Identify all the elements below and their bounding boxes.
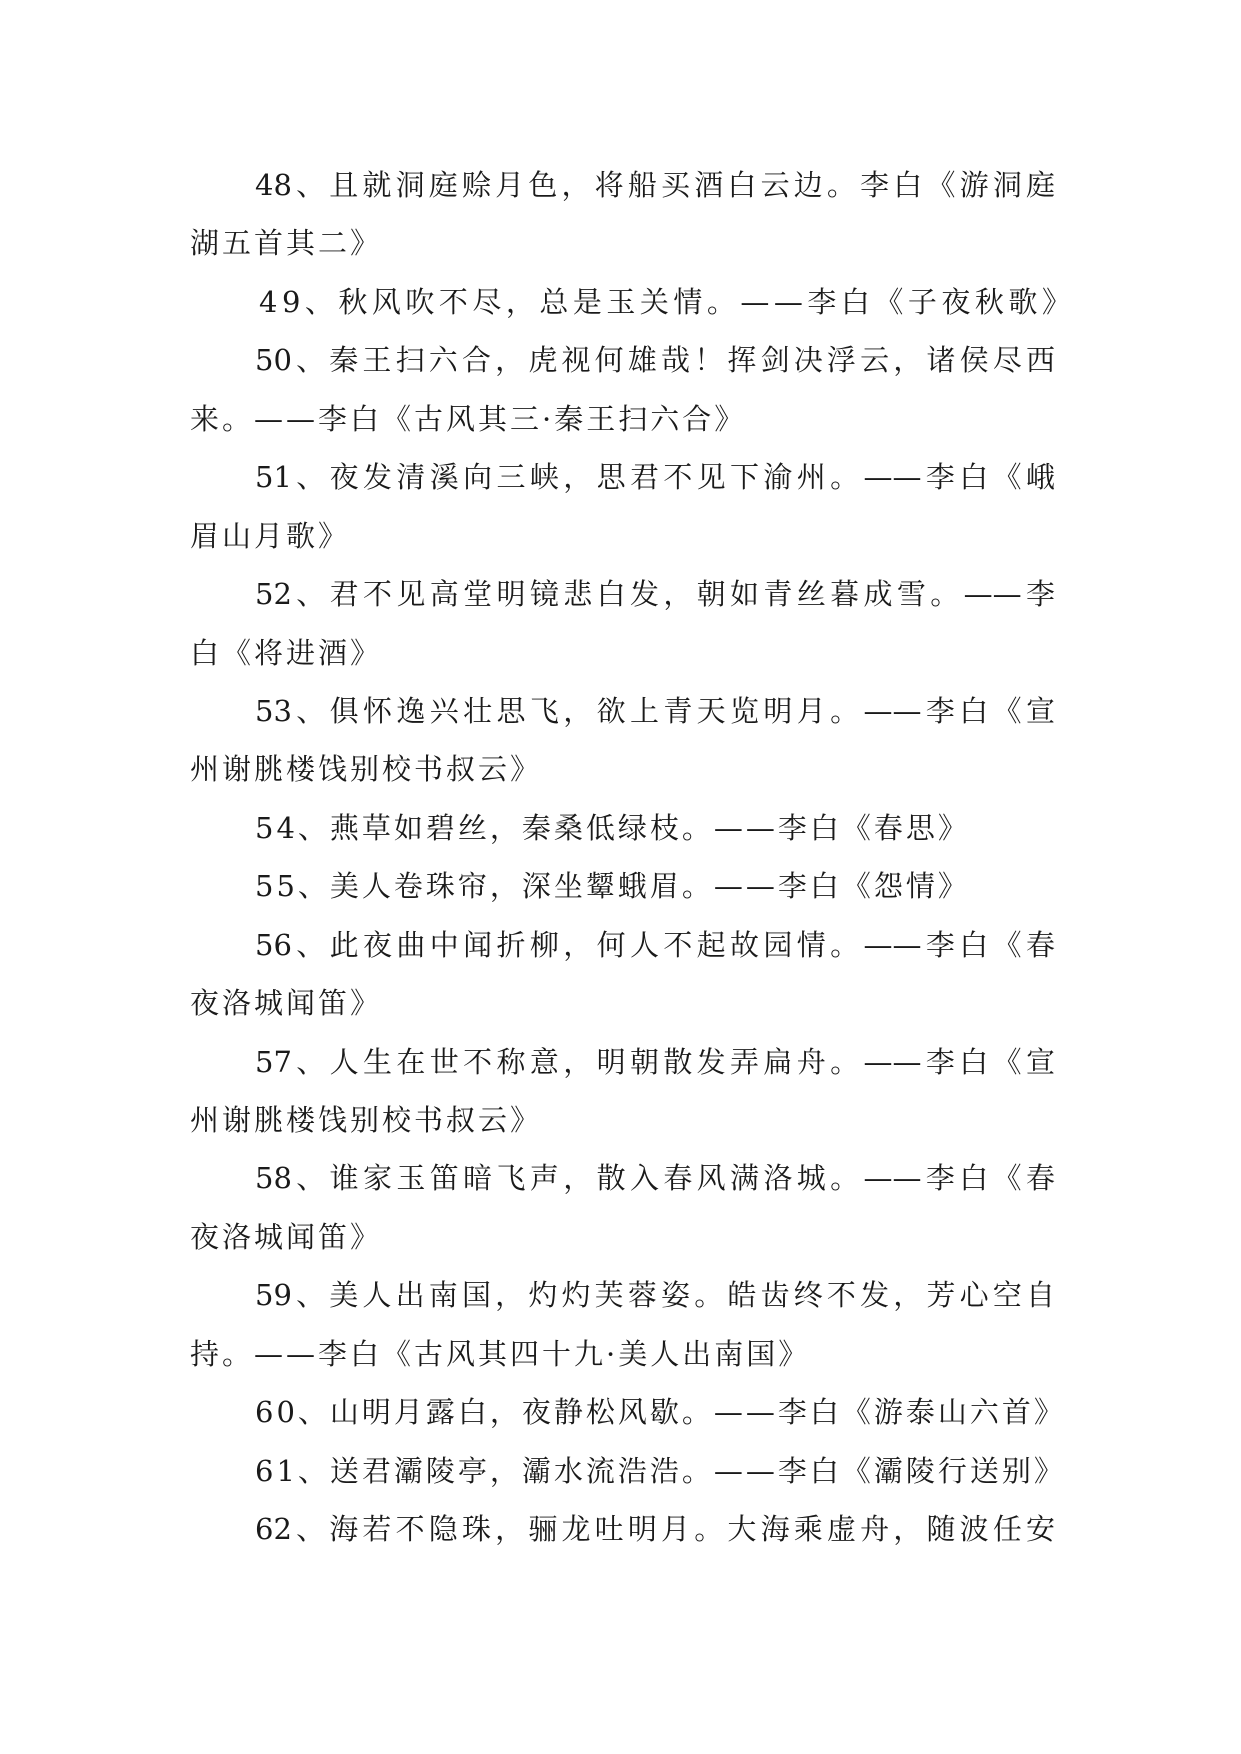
quote-text-line: 49、秋风吹不尽，总是玉关情。——李白《子夜秋歌》 [259,284,1076,319]
document-body [190,156,1076,1559]
quote-item [190,1149,1055,1266]
quote-text-line: 白《将进酒》 [190,635,383,670]
quote-text-line: 州谢朓楼饯别校书叔云》 [190,752,543,787]
quote-text-line: 48、且就洞庭赊月色，将船买酒白云边。李白《游洞庭 [255,168,1055,202]
quote-text-line: 59、美人出南国，灼灼芙蓉姿。皓齿终不发，芳心空自 [255,1278,1055,1313]
quote-text-line: 56、此夜曲中闻折柳，何人不起故园情。——李白《春 [255,927,1055,962]
quote-text-line: 52、君不见高堂明镜悲白发，朝如青丝暮成雪。——李 [255,577,1055,612]
quote-text-line: 62、海若不隐珠，骊龙吐明月。大海乘虚舟，随波任安 [255,1512,1055,1547]
quote-text-line: 53、俱怀逸兴壮思飞，欲上青天览明月。——李白《宣 [255,693,1055,728]
quote-item [190,448,1055,565]
quote-item [190,273,1076,331]
quote-text-line: 50、秦王扫六合，虎视何雄哉！挥剑决浮云，诸侯尽西 [255,343,1055,378]
quote-text-line: 51、夜发清溪向三峡，思君不见下渝州。——李白《峨 [255,460,1055,495]
quote-item [190,565,1055,682]
quote-text-line: 61、送君灞陵亭，灞水流浩浩。——李白《灞陵行送别》 [255,1453,1066,1488]
quote-text-line: 60、山明月露白，夜静松风歇。——李白《游泰山六首》 [255,1395,1066,1430]
quote-text-line: 57、人生在世不称意，明朝散发弄扁舟。——李白《宣 [255,1044,1055,1079]
quote-item [190,156,1055,273]
quote-text-line: 58、谁家玉笛暗飞声，散入春风满洛城。——李白《春 [255,1161,1055,1196]
quote-text-line: 夜洛城闻笛》 [190,1219,383,1254]
quote-item [190,857,1055,915]
quote-text-line: 54、燕草如碧丝，秦桑低绿枝。——李白《春思》 [255,810,970,845]
quote-item [190,1033,1055,1150]
quote-text-line: 湖五首其二》 [190,226,383,261]
quote-item [190,1500,1055,1558]
quote-item [190,1442,1066,1500]
quote-text-line: 夜洛城闻笛》 [190,986,383,1021]
quote-item [190,916,1055,1033]
quote-text-line: 持。——李白《古风其四十九·美人出南国》 [190,1336,811,1371]
quote-item [190,799,1055,857]
quote-text-line: 州谢朓楼饯别校书叔云》 [190,1103,543,1137]
quote-item [190,682,1055,799]
quote-text-line: 55、美人卷珠帘，深坐颦蛾眉。——李白《怨情》 [255,869,970,904]
quote-text-line: 眉山月歌》 [190,518,351,553]
quote-item [190,1266,1055,1383]
quote-item [190,1383,1066,1441]
quote-text-line: 来。——李白《古风其三·秦王扫六合》 [190,401,747,436]
quote-item [190,331,1055,448]
